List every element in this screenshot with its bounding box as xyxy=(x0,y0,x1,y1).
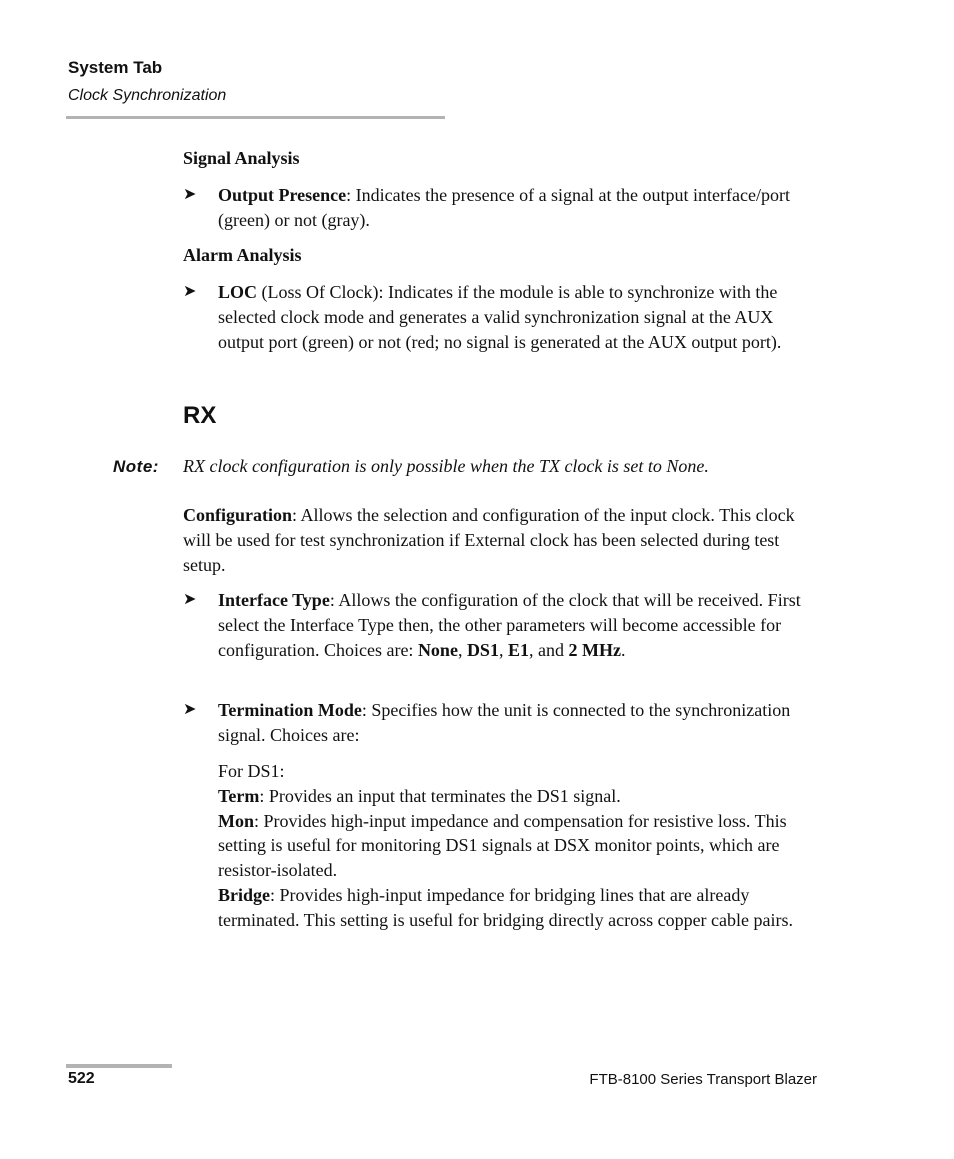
bullet-output-presence xyxy=(183,183,823,233)
note-text: RX clock configuration is only possible when the TX clock is set to None. xyxy=(183,456,709,476)
separator: , and xyxy=(528,639,569,660)
ds1-bridge-option xyxy=(218,883,828,933)
desc-configuration: : Allows the selection and configuration of the input clock. This clock will be used for test synchronization if External clock has been selected during test setup. xyxy=(183,505,795,575)
running-header-subtitle: Clock Synchronization xyxy=(68,87,227,104)
header-divider xyxy=(66,116,445,119)
signal-analysis-heading: Signal Analysis xyxy=(183,148,300,168)
choice-e1: E1 xyxy=(507,639,529,660)
running-header-title: System Tab xyxy=(68,58,163,77)
ds1-mon-option xyxy=(218,809,828,883)
desc-termination-mode: : Specifies how the unit is connected to the synchronization signal. Choices are: xyxy=(218,700,791,745)
product-name: FTB-8100 Series Transport Blazer xyxy=(589,1071,817,1088)
note-label: Note: xyxy=(113,457,159,476)
ds1-term-option xyxy=(218,784,828,809)
term-loc: LOC xyxy=(218,282,258,302)
terminator: . xyxy=(620,639,626,660)
choice-none: None xyxy=(417,639,458,660)
configuration-paragraph xyxy=(183,503,823,577)
alarm-analysis-heading: Alarm Analysis xyxy=(183,245,302,265)
choice-ds1: DS1 xyxy=(466,639,499,660)
bullet-interface-type xyxy=(183,588,823,662)
footer-divider xyxy=(66,1064,172,1068)
bullet-arrow-icon: ➤ xyxy=(183,186,197,203)
separator: , xyxy=(457,639,467,660)
desc-interface-type: : Allows the configuration of the clock that will be received. First select the Interface Type then, the other parameters will become accessible for configuration. Choices are: xyxy=(218,590,801,660)
bullet-arrow-icon: ➤ xyxy=(183,591,197,608)
desc-bridge: : Provides high-input impedance for bridging lines that are already terminated. This setting is useful for bridging directly across copper cable pairs. xyxy=(218,884,794,930)
bullet-arrow-icon: ➤ xyxy=(183,283,197,300)
bullet-arrow-icon: ➤ xyxy=(183,701,197,718)
term-interface-type: Interface Type xyxy=(218,590,330,610)
bullet-termination-mode xyxy=(183,698,823,748)
term-mon: Mon xyxy=(218,810,254,831)
term-bridge: Bridge xyxy=(218,884,270,905)
choice-2mhz: 2 MHz xyxy=(568,639,621,660)
desc-mon: : Provides high-input impedance and compensation for resistive loss. This setting is useful for monitoring DS1 signals at DSX monitor points, which are resistor-isolated. xyxy=(218,810,787,881)
bullet-loc xyxy=(183,280,823,354)
term-configuration: Configuration xyxy=(183,505,293,525)
term-termination-mode: Termination Mode xyxy=(218,700,362,720)
desc-term: : Provides an input that terminates the DS1 signal. xyxy=(259,785,621,806)
ds1-intro: For DS1: xyxy=(218,761,285,781)
separator: , xyxy=(498,639,508,660)
desc-loc: (Loss Of Clock): Indicates if the module is able to synchronize with the selected clock mode and generates a valid synchronization signal at the AUX output port (green) or not (red; no signal is generated at the AUX output port). xyxy=(218,282,782,352)
ds1-termination-options xyxy=(218,759,828,933)
desc-output-presence: : Indicates the presence of a signal at the output interface/port (green) or not (gray). xyxy=(218,185,790,230)
term-output-presence: Output Presence xyxy=(218,185,347,205)
page-number: 522 xyxy=(68,1070,95,1087)
rx-heading: RX xyxy=(183,402,217,429)
term-term: Term xyxy=(218,785,260,806)
